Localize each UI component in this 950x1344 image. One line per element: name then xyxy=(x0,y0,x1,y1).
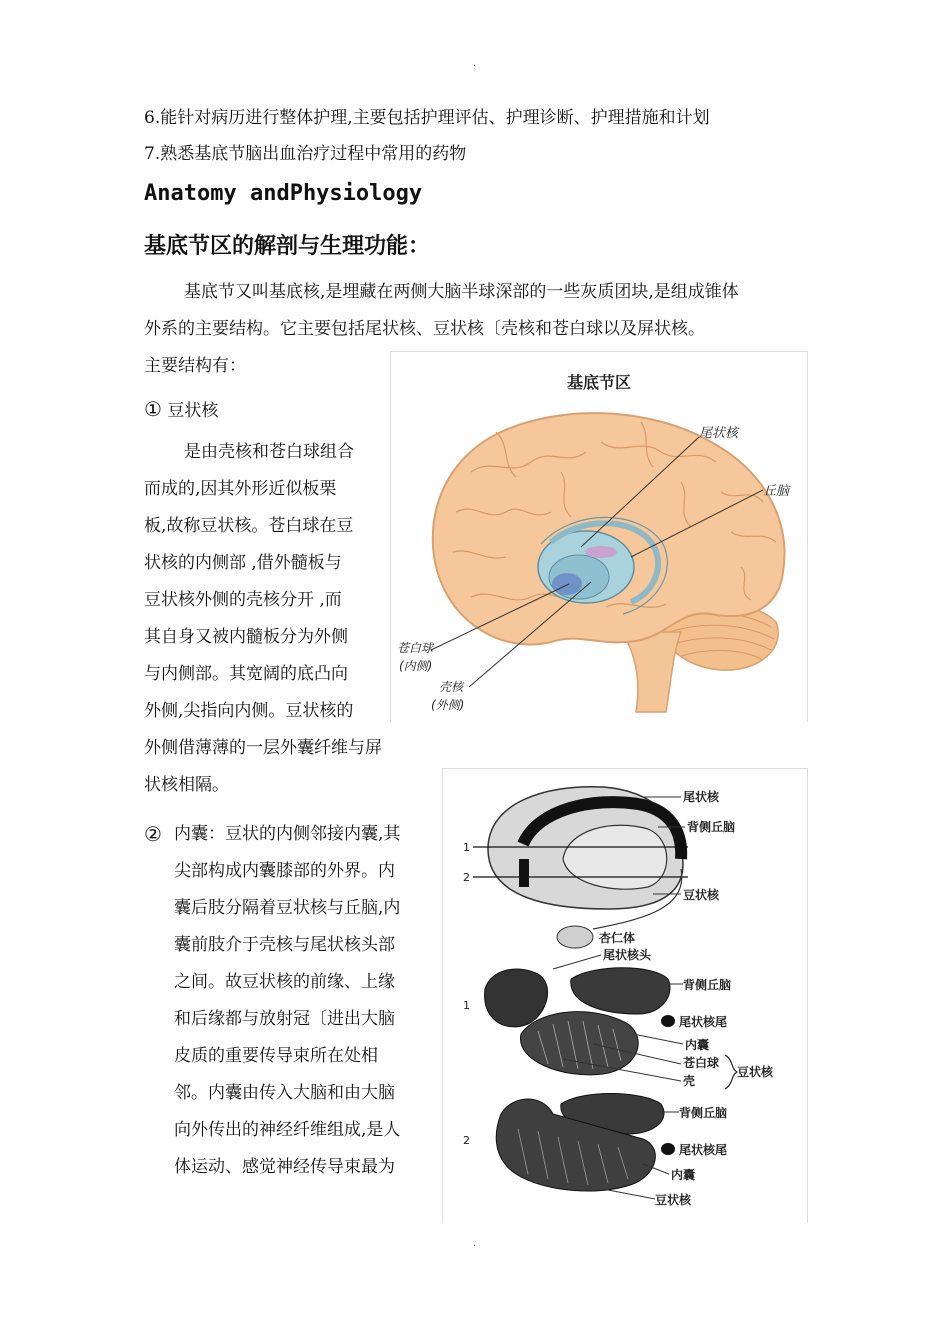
label-thalamus: 丘脑 xyxy=(763,484,790,499)
top-marker: . xyxy=(473,58,477,69)
heading-chinese: 基底节区的解剖与生理功能： xyxy=(144,234,431,259)
label-lentiform-brace: 豆状核 xyxy=(737,1065,774,1079)
section2-line: 内囊：豆状的内侧邻接内囊,其 xyxy=(174,824,401,844)
section1-line: 而成的,因其外形近似板栗 xyxy=(144,479,337,499)
section1-body xyxy=(144,434,382,804)
label-dorsal-thalamus-2: 背侧丘脑 xyxy=(683,978,732,992)
globus-pallidus-shape xyxy=(552,573,582,595)
section2-line: 体运动、感觉神经传导束最为 xyxy=(174,1157,395,1177)
label-putamen: 壳 xyxy=(683,1074,696,1088)
section1-line: 豆状核外侧的壳核分开 ,而 xyxy=(144,590,342,610)
section1-line: 其自身又被内髓板分为外侧 xyxy=(144,627,348,647)
label-internal-capsule: 内囊 xyxy=(685,1038,710,1052)
brainstem-shape xyxy=(621,632,681,712)
section2-line: 囊后肢分隔着豆状核与丘脑,内 xyxy=(174,898,401,918)
leader-lentiform-2 xyxy=(603,1189,655,1199)
section1-title: 豆状核 xyxy=(167,401,219,421)
section2-marker-wrap xyxy=(144,816,162,853)
label-caudate: 尾状核 xyxy=(683,790,720,804)
label-caudate-head: 尾状核头 xyxy=(603,948,652,962)
section2-line: 和后缘都与放射冠〔进出大脑 xyxy=(174,1009,395,1029)
section2-line: 皮质的重要传导束所在处相 xyxy=(174,1046,378,1066)
label-putamen-2: (外侧) xyxy=(431,698,465,712)
caudate-head-shape xyxy=(485,969,548,1027)
label-lentiform: 豆状核 xyxy=(683,888,720,902)
lentiform-section-shape-1 xyxy=(520,1012,638,1075)
section2-line: 尖部构成内囊膝部的外界。内 xyxy=(174,861,395,881)
label-putamen-1: 壳核 xyxy=(439,680,464,694)
label-caudate-tail-2: 尾状核尾 xyxy=(679,1143,728,1157)
leader-internal-capsule xyxy=(633,1034,683,1044)
basal-ganglia-illustration xyxy=(391,352,807,722)
heading-english: Anatomy andPhysiology xyxy=(144,181,423,206)
section2-line: 向外传出的神经纤维组成,是人 xyxy=(174,1120,401,1140)
label-amygdala: 杏仁体 xyxy=(599,931,636,945)
thalamus-accent-shape xyxy=(585,546,617,558)
figure1-title: 基底节区 xyxy=(566,373,632,392)
basal-ganglia-figure xyxy=(390,351,808,722)
amygdala-shape xyxy=(557,926,593,948)
caudate-tail-dot-1 xyxy=(661,1015,675,1027)
basal-nuclei-section-figure xyxy=(442,768,808,1223)
structures-label: 主要结构有： xyxy=(144,356,246,376)
section-number-1b: 1 xyxy=(463,999,470,1012)
section1-line: 外侧,尖指向内侧。豆状核的 xyxy=(144,701,354,721)
label-dorsal-thalamus-3: 背侧丘脑 xyxy=(679,1106,728,1120)
section1-line: 状核相隔。 xyxy=(144,775,229,795)
section1-marker: ① xyxy=(144,397,162,421)
leader-caudate-head xyxy=(553,955,601,969)
label-globus-1: 苍白球 xyxy=(397,641,434,655)
list-item-6: 6.能针对病历进行整体护理,主要包括护理评估、护理诊断、护理措施和计划 xyxy=(144,108,710,128)
section-number-2b: 2 xyxy=(463,1134,470,1147)
caudate-tail-mark xyxy=(519,859,529,887)
dorsal-thalamus-shape-1 xyxy=(571,968,670,1014)
section2-marker: ② xyxy=(144,822,162,846)
section1-line: 与内侧部。其宽阔的底凸向 xyxy=(144,664,348,684)
section-number-1: 1 xyxy=(463,841,470,854)
label-dorsal-thalamus: 背侧丘脑 xyxy=(687,820,736,834)
caudate-tail-dot-2 xyxy=(661,1143,675,1155)
label-lentiform-2: 豆状核 xyxy=(655,1193,692,1207)
list-item-7: 7.熟悉基底节脑出血治疗过程中常用的药物 xyxy=(144,144,467,164)
section1-line: 是由壳核和苍白球组合 xyxy=(184,442,354,462)
label-globus-pallidus: 苍白球 xyxy=(683,1056,720,1070)
label-internal-capsule-2: 内囊 xyxy=(671,1168,696,1182)
section1-line: 状核的内侧部 ,借外髓板与 xyxy=(144,553,342,573)
section2-line: 邻。内囊由传入大脑和由大脑 xyxy=(174,1083,395,1103)
lentiform-brace xyxy=(725,1055,737,1089)
label-caudate-tail: 尾状核尾 xyxy=(679,1015,728,1029)
section1-line: 外侧借薄薄的一层外囊纤维与屏 xyxy=(144,738,382,758)
intro-line: 外系的主要结构。它主要包括尾状核、豆状核〔壳核和苍白球以及屏状核。 xyxy=(144,319,705,339)
label-caudate: 尾状核 xyxy=(699,426,739,441)
cerebrum-shape xyxy=(433,413,785,644)
section2-body xyxy=(174,816,400,1186)
section2-line: 之间。故豆状核的前缘、上缘 xyxy=(174,972,395,992)
section1-heading xyxy=(144,391,218,430)
bottom-marker: . xyxy=(473,1238,477,1249)
section2-line: 囊前肢介于壳核与尾状核头部 xyxy=(174,935,395,955)
basal-nuclei-section-diagram xyxy=(443,769,807,1223)
label-globus-2: (内侧) xyxy=(399,659,433,673)
intro-line: 基底节又叫基底核,是埋藏在两侧大脑半球深部的一些灰质团块,是组成锥体 xyxy=(184,282,739,302)
section1-line: 板,故称豆状核。苍白球在豆 xyxy=(144,516,354,536)
section-number-2: 2 xyxy=(463,871,470,884)
